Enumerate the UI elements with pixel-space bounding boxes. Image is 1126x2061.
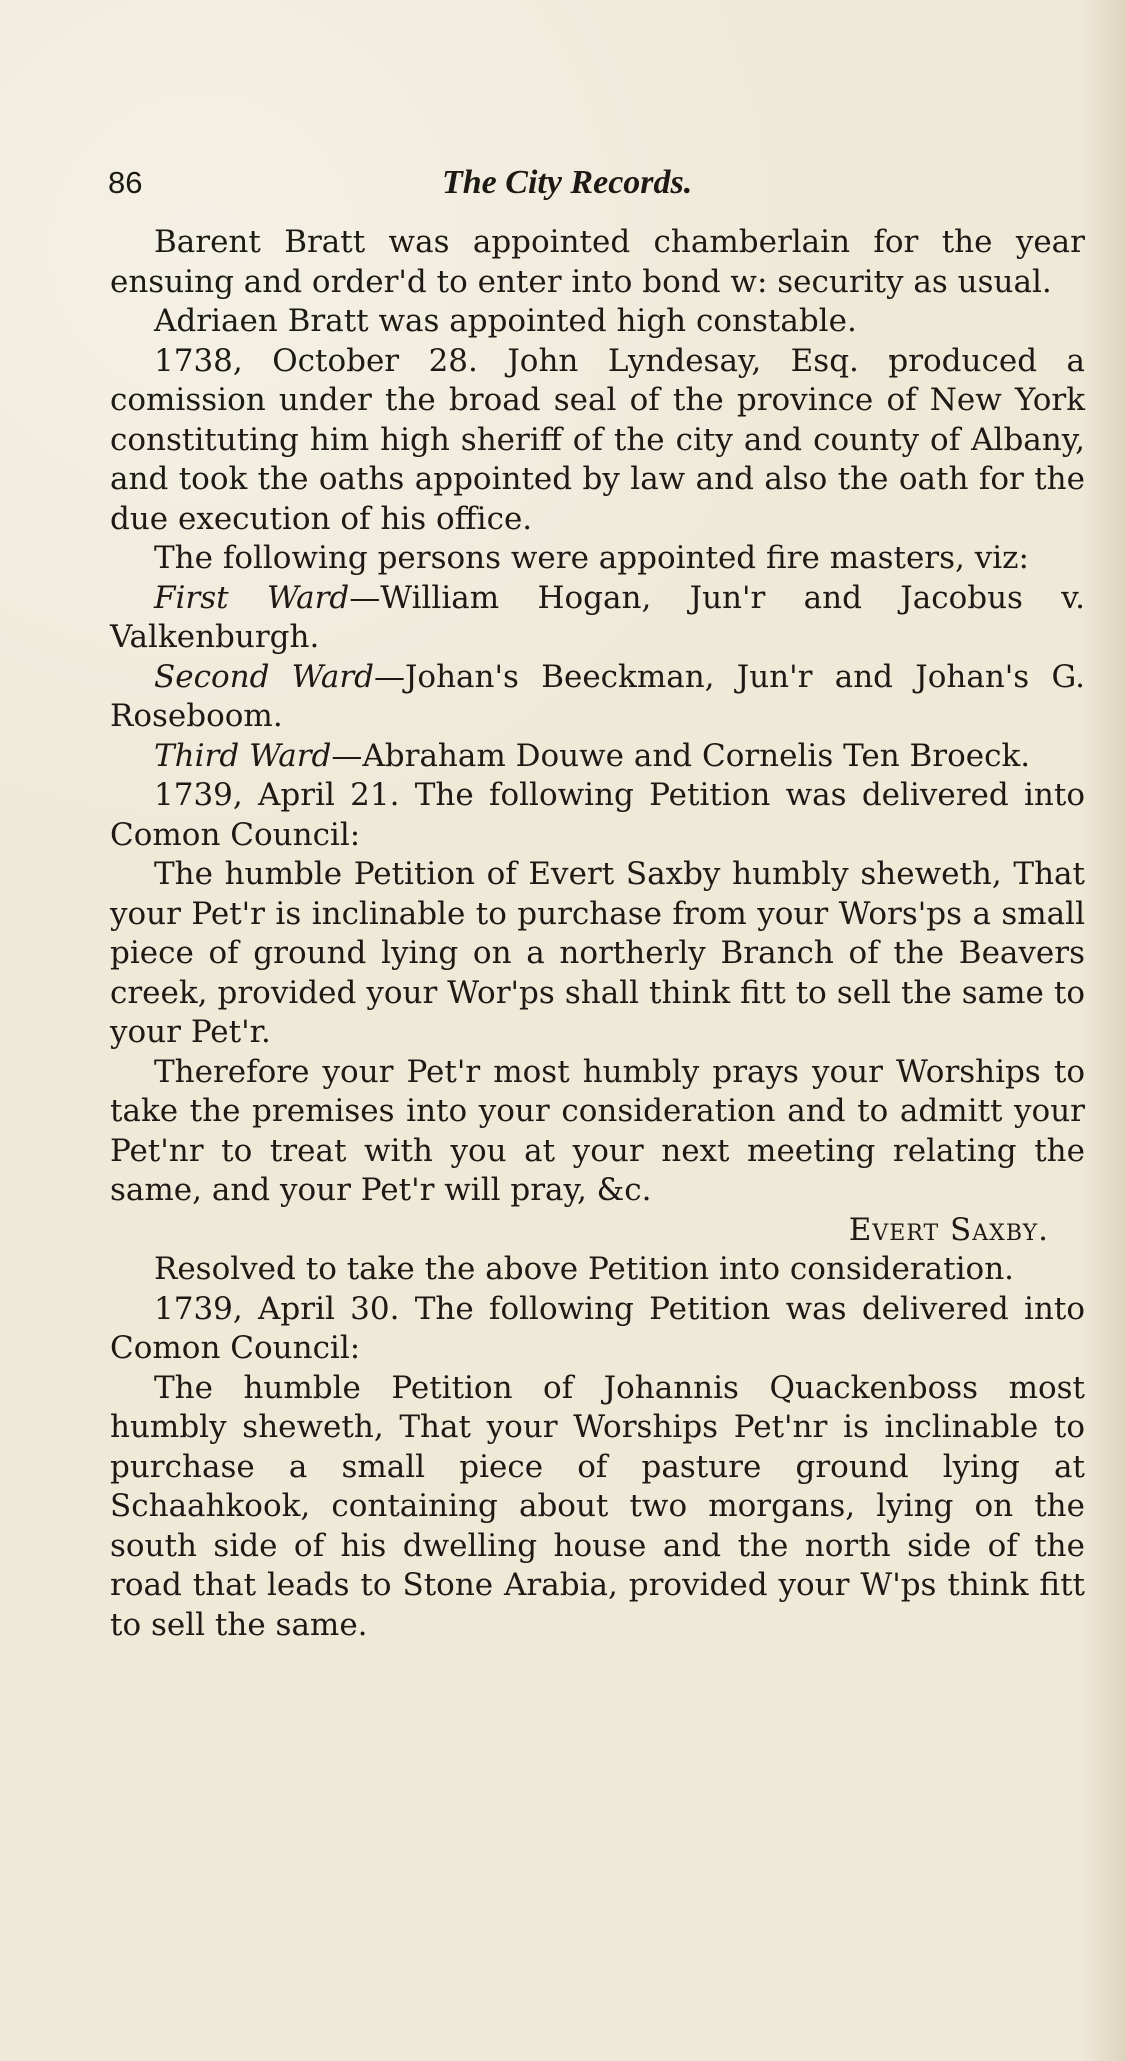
paragraph-resolution (110, 1250, 1085, 1290)
paragraph-first-ward (110, 579, 1085, 658)
paragraph-petition-delivered-april-30 (110, 1290, 1085, 1369)
paragraph-fire-masters-intro (110, 539, 1085, 579)
paragraph-chamberlain (110, 223, 1085, 302)
paragraph-third-ward (110, 737, 1085, 777)
page-header (108, 158, 1088, 208)
paragraph-text: —Johan's Beeckman, Jun'r and Johan's G. Roseboom. (110, 658, 1085, 734)
signature-evert-saxby (110, 1211, 1085, 1251)
paragraph-text: The humble Petition of Johannis Quackenboss most humbly sheweth, That your Worships Pet'nr is inclinable to purchase a small piece of pasture ground lying at Schaahkook, containing about two morgans, lying on the south side of his dwelling house and the north side of the road that leads to Stone Arabia, provided your W'ps think fitt to sell the same. (110, 1369, 1085, 1643)
paragraph-text: 1739, April 21. The following Petition was delivered into Comon Council: (110, 777, 1085, 853)
paragraph-text: Resolved to take the above Petition into consideration. (154, 1251, 1015, 1287)
paragraph-second-ward (110, 658, 1085, 737)
paragraph-saxby-prayer (110, 1053, 1085, 1211)
paragraph-text: Adriaen Bratt was appointed high constable. (154, 303, 857, 339)
paragraph-text: The following persons were appointed fire masters, viz: (154, 540, 1029, 576)
paragraph-petition-delivered-april-21 (110, 776, 1085, 855)
ward-label: Second Ward (154, 658, 374, 695)
paragraph-text: Therefore your Pet'r most humbly prays your Worships to take the premises into your consideration and to admitt your Pet'nr to treat with you at your next meeting relating the same, and your Pet'r will pray, &c. (110, 1053, 1085, 1208)
page-body (110, 223, 1085, 1645)
paragraph-quackenboss-petition (110, 1369, 1085, 1646)
page-number: 86 (108, 165, 143, 200)
ward-label: Third Ward (154, 737, 332, 774)
paragraph-text: 1739, April 30. The following Petition was delivered into Comon Council: (110, 1290, 1085, 1366)
paragraph-text: —William Hogan, Jun'r and Jacobus v. Valkenburgh. (110, 579, 1085, 655)
paragraph-text: 1738, October 28. John Lyndesay, Esq. produced a comission under the broad seal of the province of New York constituting him high sheriff of the city and county of Albany, and took the oaths appointed by law and also the oath for the due execution of his office. (110, 342, 1085, 537)
paragraph-text: —Abraham Douwe and Cornelis Ten Broeck. (331, 737, 1031, 774)
paragraph-saxby-petition (110, 855, 1085, 1053)
paragraph-text: The humble Petition of Evert Saxby humbly sheweth, That your Pet'r is inclinable to purchase from your Wors'ps a small piece of ground lying on a northerly Branch of the Beavers creek, provided your Wor'ps shall think fitt to sell the same to your Pet'r. (110, 856, 1085, 1050)
paragraph-text: Barent Bratt was appointed chamberlain for the year ensuing and order'd to enter into bond w: security as usual. (110, 224, 1085, 300)
paragraph-constable (110, 302, 1085, 342)
paragraph-sheriff-commission (110, 342, 1085, 540)
signature-text: Evert Saxby. (848, 1211, 1049, 1248)
ward-label: First Ward (154, 579, 350, 616)
running-title: The City Records. (442, 164, 693, 201)
